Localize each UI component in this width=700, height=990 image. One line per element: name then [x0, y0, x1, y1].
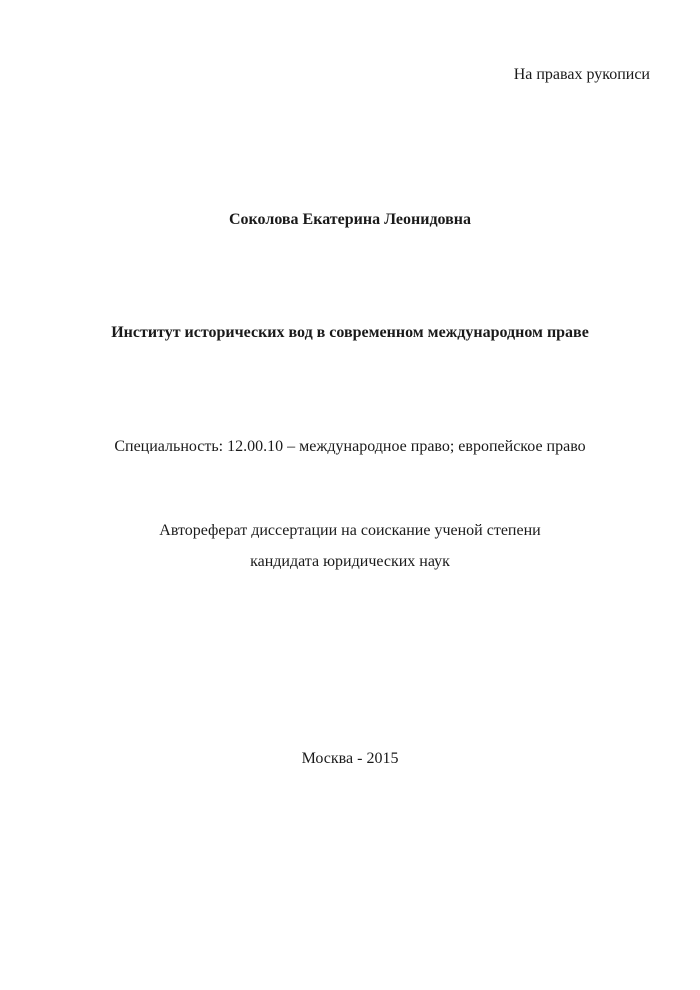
manuscript-rights-note: На правах рукописи — [513, 66, 650, 83]
abstract-description-line-1: Автореферат диссертации на соискание ученой степени — [159, 522, 541, 539]
author-name: Соколова Екатерина Леонидовна — [228, 211, 471, 228]
abstract-description-line-2: кандидата юридических наук — [250, 553, 450, 570]
city-and-year: Москва - 2015 — [301, 750, 399, 767]
dissertation-title: Институт исторических вод в современном международном праве — [111, 324, 589, 341]
specialty-line: Специальность: 12.00.10 – международное право; европейское право — [114, 438, 586, 455]
